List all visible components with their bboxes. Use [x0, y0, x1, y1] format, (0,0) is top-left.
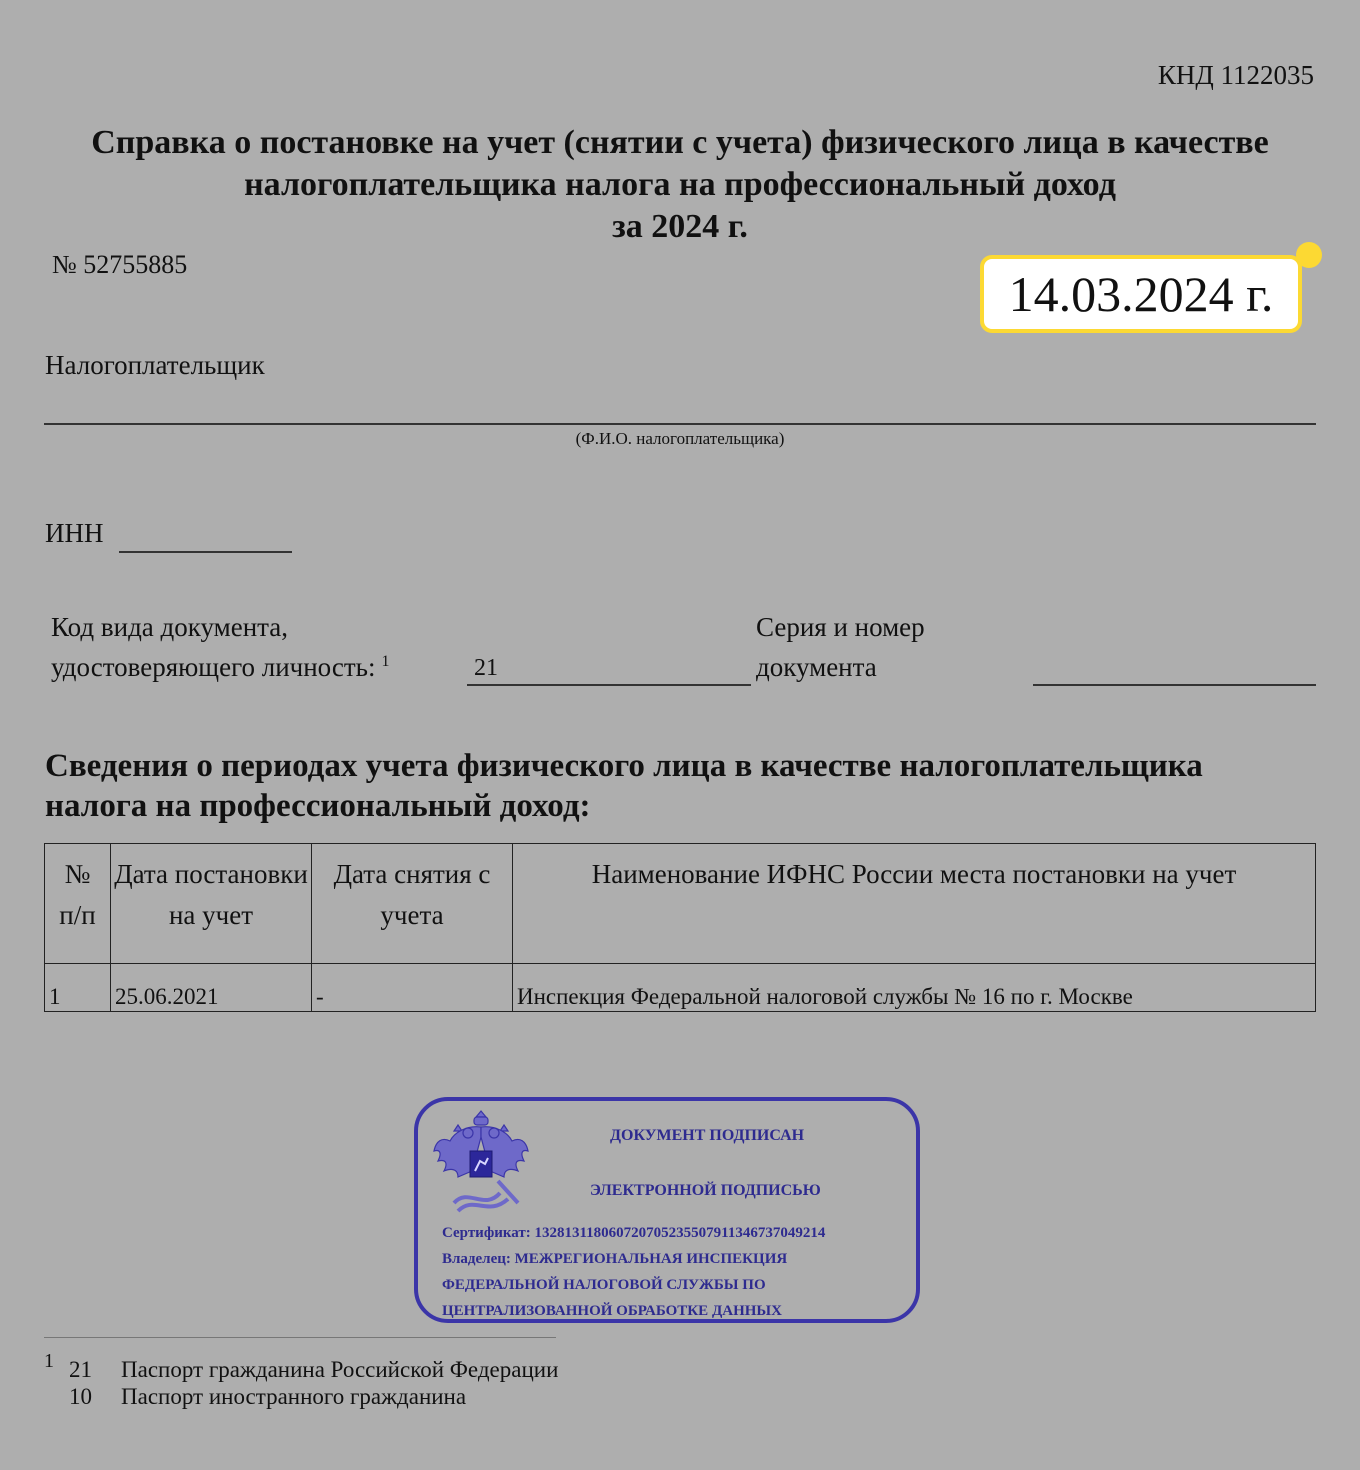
electronic-signature-stamp	[414, 1097, 920, 1323]
stamp-line1: ДОКУМЕНТ ПОДПИСАН	[610, 1127, 805, 1144]
doc-code-label-line1: Код вида документа,	[51, 612, 289, 642]
stamp-owner-line3: ЦЕНТРАЛИЗОВАННОЙ ОБРАБОТКЕ ДАННЫХ	[442, 1303, 782, 1319]
document-title	[0, 122, 1360, 248]
title-line: налогоплательщика налога на профессиональный доход	[244, 166, 1116, 203]
cell-registered: 25.06.2021	[111, 964, 312, 1012]
stamp-owner-line2: ФЕДЕРАЛЬНОЙ НАЛОГОВОЙ СЛУЖБЫ ПО	[442, 1277, 766, 1293]
doc-code-line	[467, 684, 751, 686]
footnote-text: Паспорт гражданина Российской Федерации	[121, 1357, 559, 1382]
col-office: Наименование ИФНС России места постановки на учет	[513, 844, 1316, 964]
cell-deregistered: -	[312, 964, 513, 1012]
footnote-marker: 1	[44, 1350, 54, 1372]
stamp-certificate: Сертификат: 132813118060720705235507911346737049214	[442, 1225, 826, 1241]
cell-office: Инспекция Федеральной налоговой службы № 16 по г. Москве	[513, 964, 1316, 1012]
col-number: № п/п	[45, 844, 111, 964]
taxpayer-name-caption: (Ф.И.О. налогоплательщика)	[575, 429, 785, 448]
doc-code-label-line2: удостоверяющего личность: $^1$	[51, 652, 390, 682]
footnote-text: Паспорт иностранного гражданина	[121, 1384, 467, 1409]
doc-code-value: 21	[474, 655, 498, 681]
highlight-marker-dot	[1296, 242, 1322, 268]
issue-date-highlight	[980, 255, 1302, 333]
footnote-divider	[44, 1337, 556, 1338]
taxpayer-label: Налогоплательщик	[45, 350, 265, 380]
series-line	[1033, 684, 1316, 686]
series-label-line2: документа	[756, 652, 877, 682]
inn-line	[119, 551, 292, 553]
footnote-ref: 1	[381, 653, 390, 670]
stamp-owner-line1: Владелец: МЕЖРЕГИОНАЛЬНАЯ ИНСПЕКЦИЯ	[442, 1251, 788, 1267]
periods-table	[44, 843, 1316, 1012]
stamp-line2: ЭЛЕКТРОННОЙ ПОДПИСЬЮ	[590, 1182, 821, 1199]
title-line: Справка о постановке на учет (снятии с учета) физического лица в качестве	[91, 124, 1269, 161]
table-header-row	[45, 844, 1316, 964]
table-row	[45, 964, 1316, 1012]
title-line: за 2024 г.	[612, 208, 748, 245]
periods-heading: Сведения о периодах учета физического лица в качестве налогоплательщика налога на профессиональный доход:	[45, 748, 1203, 824]
knd-code: КНД 1122035	[1157, 60, 1314, 90]
series-label-line1: Серия и номер	[756, 612, 925, 642]
document-number: № 52755885	[52, 250, 188, 279]
col-deregistered: Дата снятия с учета	[312, 844, 513, 964]
taxpayer-name-line	[44, 423, 1316, 425]
coat-of-arms-icon	[428, 1107, 534, 1215]
col-registered: Дата постановки на учет	[111, 844, 312, 964]
issue-date: 14.03.2024 г.	[1008, 266, 1274, 322]
footnote-code: 10	[69, 1384, 92, 1409]
footnote-code: 21	[69, 1357, 92, 1382]
cell-number: 1	[45, 964, 111, 1012]
inn-label: ИНН	[45, 518, 104, 548]
